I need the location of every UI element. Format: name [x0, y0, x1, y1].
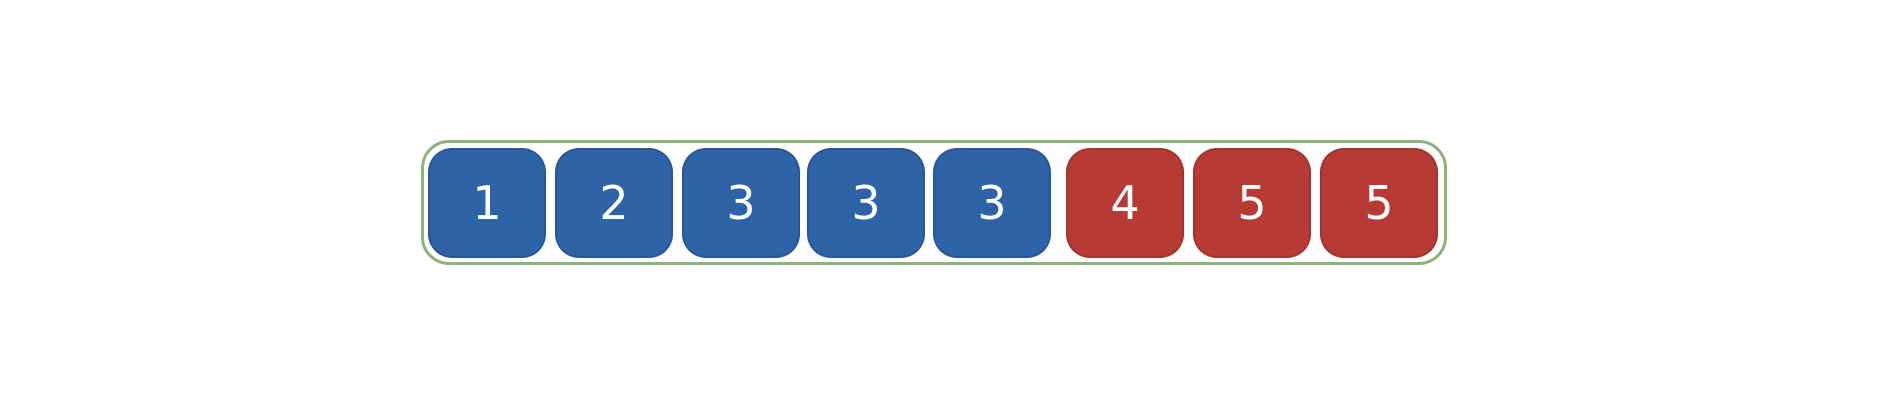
array-cell	[1193, 148, 1311, 258]
array-cell	[682, 148, 800, 258]
cell-value: 4	[1110, 176, 1140, 230]
cell-value: 3	[977, 176, 1007, 230]
array-cell	[1320, 148, 1438, 258]
cell-value: 1	[472, 176, 502, 230]
array-cell	[807, 148, 925, 258]
cell-value: 5	[1364, 176, 1394, 230]
array-cell	[555, 148, 673, 258]
cell-value: 3	[851, 176, 881, 230]
array-cell	[933, 148, 1051, 258]
cell-value: 3	[726, 176, 756, 230]
cell-value: 2	[599, 176, 629, 230]
array-cell	[428, 148, 546, 258]
cell-value: 5	[1237, 176, 1267, 230]
array-cell	[1066, 148, 1184, 258]
